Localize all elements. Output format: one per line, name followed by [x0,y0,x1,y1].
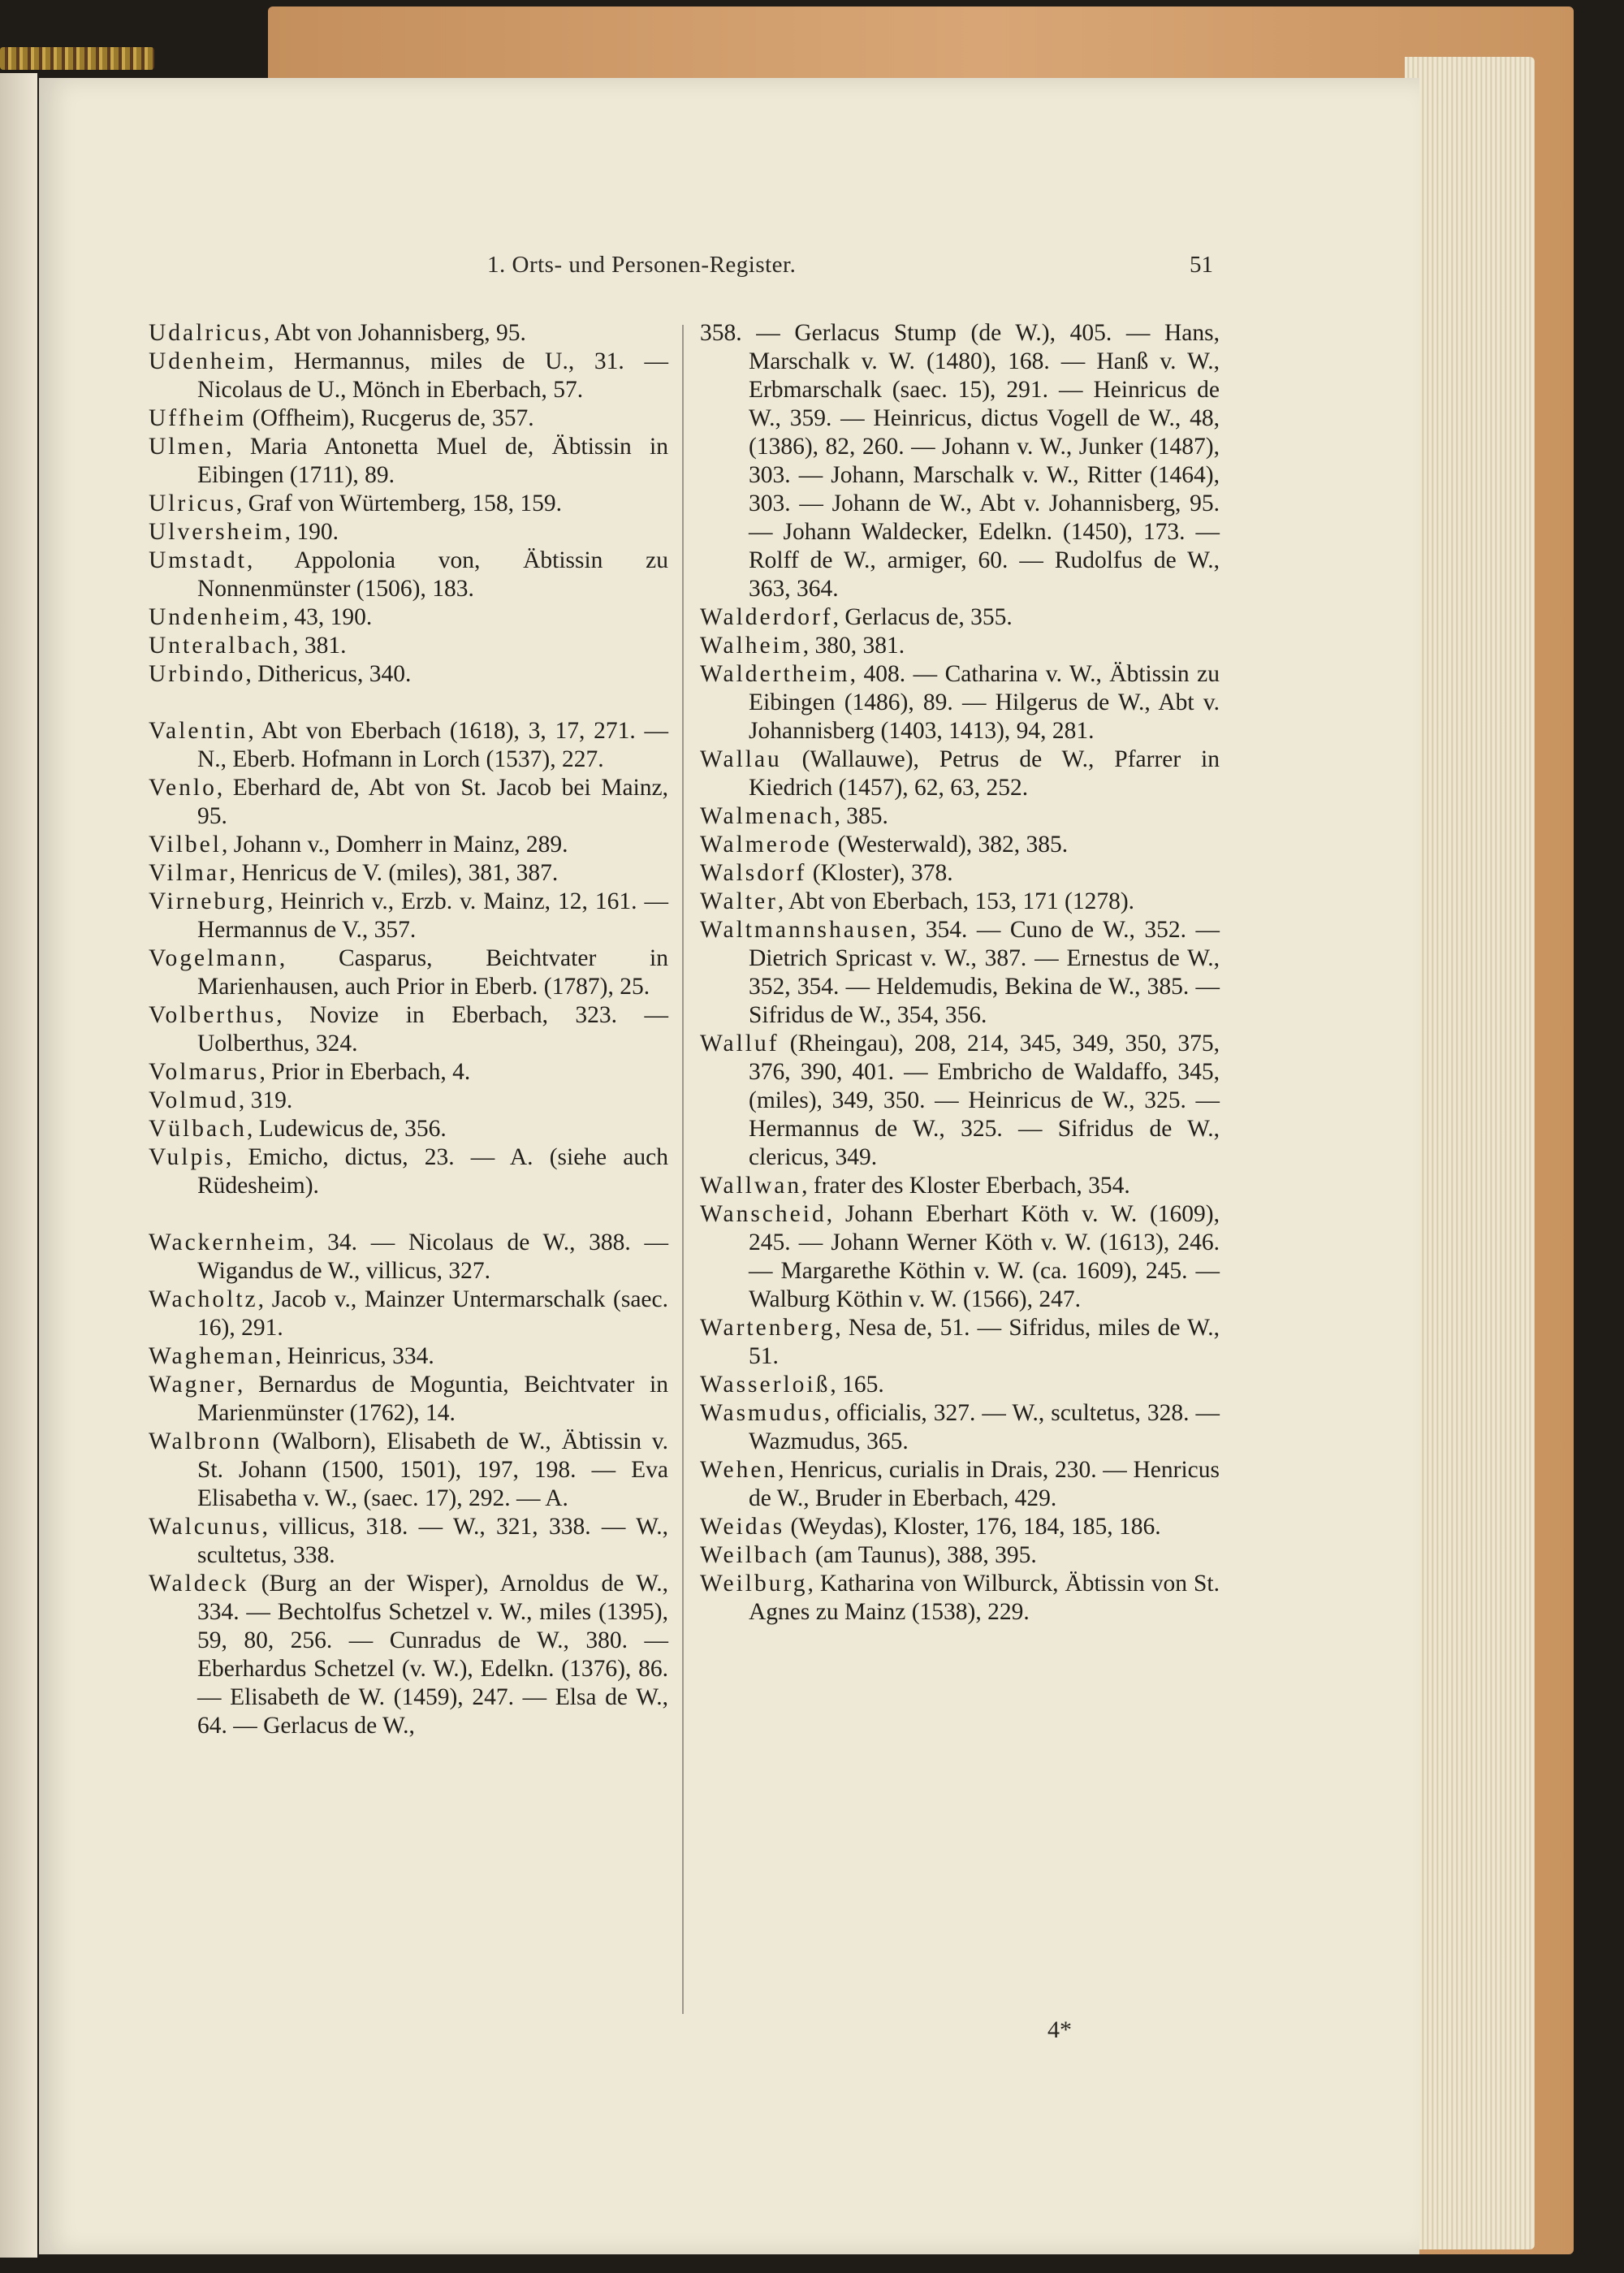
index-entry [149,1001,668,1058]
entry-text: , Hermannus, miles de U., 31. — Nicolaus de U., Mönch in Eberbach, 57. [197,348,668,403]
entry-text: (Wallauwe), Petrus de W., Pfarrer in Kiedrich (1457), 62, 63, 252. [749,746,1220,801]
index-entry [700,603,1220,632]
entry-heading: Undenheim [149,604,283,630]
index-entry [149,944,668,1001]
entry-text: , Johann v., Domherr in Mainz, 289. [221,832,568,858]
index-entry [149,490,668,518]
index-entry [149,1513,668,1570]
entry-heading: Virneburg [149,888,267,914]
entry-text: , Gerlacus de, 355. [832,604,1013,630]
entry-heading: Volmud [149,1087,239,1113]
running-title: 1. Orts- und Personen-Register. [487,252,797,278]
entry-heading: Walter [700,888,778,914]
entry-text: (Westerwald), 382, 385. [831,832,1069,858]
entry-text: (Walborn), Elisabeth de W., Äbtissin v. St. Johann (1500, 1501), 197, 198. — Eva Elisabetha v. W., (saec. 17), 292. — A. [197,1428,668,1511]
entry-heading: Waltmannshausen [700,917,910,943]
section-gap [149,1200,668,1229]
entry-text: , Katharina von Wilburck, Äbtissin von St. Agnes zu Mainz (1538), 229. [749,1571,1220,1625]
entry-text: , Jacob v., Mainzer Untermarschalk (saec. 16), 291. [197,1286,668,1341]
entry-text: , Prior in Eberbach, 4. [259,1059,471,1085]
entry-text: , 165. [830,1372,884,1398]
index-entry [700,745,1220,802]
entry-heading: Udenheim [149,348,268,374]
index-entry [149,348,668,404]
entry-heading: Wasmudus [700,1400,824,1426]
entry-heading: Wallwan [700,1173,802,1199]
entry-heading: Ulmen [149,434,227,460]
index-entry [700,1200,1220,1314]
entry-text: , villicus, 318. — W., 321, 338. — W., scultetus, 338. [197,1514,668,1568]
index-entry [700,802,1220,831]
entry-heading: Vulpis [149,1144,226,1170]
entry-heading: Walmerode [700,832,832,858]
index-entry [700,1030,1220,1172]
index-entry [149,717,668,774]
index-entry [149,1342,668,1371]
entry-text: , Maria Antonetta Muel de, Äbtissin in Eibingen (1711), 89. [197,434,668,488]
entry-heading: Walmenach [700,803,835,829]
index-entry [149,774,668,831]
entry-text: , Dithericus, 340. [245,661,412,687]
index-entry [149,1229,668,1286]
index-entry [149,1570,668,1740]
left-page-edge [0,73,37,2258]
column-divider [682,325,684,2014]
index-entry [149,632,668,660]
right-column [700,319,1220,1627]
entry-heading: Urbindo [149,661,246,687]
entry-text: (Burg an der Wisper), Arnoldus de W., 334. — Bechtolfus Schetzel v. W., miles (1395), 59, 80, 256. — Cunradus de W., 380. — Eberhardus Schetzel (v. W.), Edelkn. (1376), 86. — Elisabeth de W. (1459), 247. — Elsa de W., 64. — Gerlacus de W., [197,1571,668,1739]
entry-heading: Wagner [149,1372,237,1398]
index-entry [700,1513,1220,1541]
index-entry [149,1286,668,1342]
entry-text: (Weydas), Kloster, 176, 184, 185, 186. [784,1514,1161,1540]
index-entry [700,1456,1220,1513]
index-entry [700,1541,1220,1570]
index-entry [700,888,1220,916]
entry-text: , Casparus, Beichtvater in Marienhausen, auch Prior in Eberb. (1787), 25. [197,945,668,1000]
entry-heading: Wagheman [149,1343,275,1369]
entry-heading: Walheim [700,633,803,659]
index-entry [149,319,668,348]
entry-heading: Waldertheim [700,661,850,687]
entry-text: (Kloster), 378. [806,860,953,886]
entry-heading: Uffheim [149,405,247,431]
entry-heading: Wanscheid [700,1201,827,1227]
entry-heading: Volmarus [149,1059,260,1085]
index-entry [700,660,1220,745]
index-entry [700,859,1220,888]
entry-heading: Vogelmann [149,945,279,971]
index-entry [149,603,668,632]
entry-text: , 43, 190. [282,604,373,630]
index-entry [700,1172,1220,1200]
entry-heading: Wasserloiß [700,1372,831,1398]
index-entry [149,1143,668,1200]
index-entry [149,831,668,859]
index-entry [700,1371,1220,1399]
entry-text: , 380, 381. [802,633,905,659]
index-entry [700,319,1220,603]
entry-heading: Umstadt [149,547,247,573]
index-entry [700,1399,1220,1456]
index-entry [149,1371,668,1428]
entry-heading: Ulversheim [149,519,285,545]
entry-text: , Ludewicus de, 356. [246,1116,447,1142]
entry-text: , Graf von Würtemberg, 158, 159. [235,490,563,516]
entry-text: , Johann Eberhart Köth v. W. (1609), 245. — Johann Werner Köth v. W. (1613), 246. — Margarethe Köthin v. W. (ca. 1609), 245. — Walburg Köthin v. W. (1566), 247. [749,1201,1220,1312]
entry-heading: Waldeck [149,1571,249,1597]
index-entry [700,916,1220,1030]
entry-text: , Bernardus de Moguntia, Beichtvater in Marienmünster (1762), 14. [197,1372,668,1426]
entry-heading: Udalricus [149,320,264,346]
entry-heading: Wackernheim [149,1229,309,1255]
entry-text: , Novize in Eberbach, 323. — Uolberthus, 324. [197,1002,668,1057]
page-edges [1405,57,1535,2249]
entry-heading: Ulricus [149,490,236,516]
entry-text: , officialis, 327. — W., scultetus, 328. — Wazmudus, 365. [749,1400,1220,1454]
entry-heading: Walbronn [149,1428,262,1454]
index-entry [700,1570,1220,1627]
entry-text: , 34. — Nicolaus de W., 388. — Wigandus de W., villicus, 327. [197,1229,668,1284]
entry-heading: Vülbach [149,1116,247,1142]
entry-text: , Abt von Johannisberg, 95. [263,320,526,346]
entry-text: , 190. [284,519,339,545]
headband [0,47,154,70]
entry-text: , 408. — Catharina v. W., Äbtissin zu Eibingen (1486), 89. — Hilgerus de W., Abt v. Johannisberg (1403, 1413), 94, 281. [749,661,1220,744]
entry-text: , 319. [238,1087,293,1113]
entry-heading: Vilbel [149,832,222,858]
entry-heading: Walluf [700,1031,780,1057]
index-entry [700,831,1220,859]
entry-heading: Wehen [700,1457,779,1483]
index-entry [149,547,668,603]
section-gap [149,689,668,717]
index-entry [149,404,668,433]
entry-heading: Walcunus [149,1514,262,1540]
entry-heading: Wartenberg [700,1315,836,1341]
index-entry [149,888,668,944]
index-entry [149,1087,668,1115]
index-entry [149,1115,668,1143]
entry-text: 358. — Gerlacus Stump (de W.), 405. — Hans, Marschalk v. W. (1480), 168. — Hanß v. W., Erbmarschalk (saec. 15), 291. — Heinricus de W., 359. — Heinricus, dictus Vogell de W., 48, (1386), 82, 260. — Johann v. W., Junker (1487), 303. — Johann, Marschalk v. W., Ritter (1464), 303. — Johann de W., Abt v. Johannisberg, 95. — Johann Waldecker, Edelkn. (1450), 173. — Rolff de W., armiger, 60. — Rudolfus de W., 363, 364. [700,320,1220,602]
entry-heading: Vilmar [149,860,230,886]
entry-text: , frater des Kloster Eberbach, 354. [801,1173,1130,1199]
left-column [149,319,668,1740]
entry-text: , 385. [834,803,888,829]
entry-heading: Venlo [149,775,217,801]
entry-text: , Eberhard de, Abt von St. Jacob bei Mainz, 95. [197,775,668,829]
entry-text: , Appolonia von, Äbtissin zu Nonnenmünster (1506), 183. [197,547,668,602]
entry-heading: Walsdorf [700,860,807,886]
entry-heading: Weilburg [700,1571,808,1597]
index-entry [149,859,668,888]
page-header [0,252,1437,284]
entry-text: , 354. — Cuno de W., 352. — Dietrich Spricast v. W., 387. — Ernestus de W., 352, 354. — Heldemudis, Bekina de W., 385. — Sifridus de W., 354, 356. [749,917,1220,1028]
index-entry [700,1314,1220,1371]
entry-text: , Emicho, dictus, 23. — A. (siehe auch Rüdesheim). [197,1144,668,1199]
index-entry [149,433,668,490]
entry-text: , Heinricus, 334. [274,1343,434,1369]
entry-heading: Weidas [700,1514,785,1540]
entry-heading: Volberthus [149,1002,277,1028]
entry-heading: Wallau [700,746,782,772]
entry-text: , Abt von Eberbach, 153, 171 (1278). [777,888,1135,914]
entry-text: (am Taunus), 388, 395. [809,1542,1037,1568]
entry-text: , Henricus, curialis in Drais, 230. — Henricus de W., Bruder in Eberbach, 429. [749,1457,1220,1511]
entry-text: , 381. [292,633,347,659]
index-entry [149,660,668,689]
entry-text: , Henricus de V. (miles), 381, 387. [229,860,559,886]
index-entry [700,632,1220,660]
entry-text: , Heinrich v., Erzb. v. Mainz, 12, 161. — Hermannus de V., 357. [197,888,668,943]
entry-heading: Valentin [149,718,248,744]
index-entry [149,1428,668,1513]
page-number: 51 [1190,252,1213,278]
entry-heading: Unteralbach [149,633,293,659]
signature-mark: 4* [1047,2016,1072,2043]
entry-text: (Rheingau), 208, 214, 345, 349, 350, 375, 376, 390, 401. — Embricho de Waldaffo, 345, (miles), 349, 350. — Heinricus de W., 325. — Hermannus de W., 325. — Sifridus de W., clericus, 349. [749,1031,1220,1170]
entry-text: , Nesa de, 51. — Sifridus, miles de W., 51. [749,1315,1220,1369]
entry-heading: Wacholtz [149,1286,258,1312]
entry-text: (Offheim), Rucgerus de, 357. [246,405,534,431]
index-entry [149,518,668,547]
index-entry [149,1058,668,1087]
entry-heading: Weilbach [700,1542,810,1568]
entry-text: , Abt von Eberbach (1618), 3, 17, 271. — N., Eberb. Hofmann in Lorch (1537), 227. [197,718,668,772]
entry-heading: Walderdorf [700,604,833,630]
